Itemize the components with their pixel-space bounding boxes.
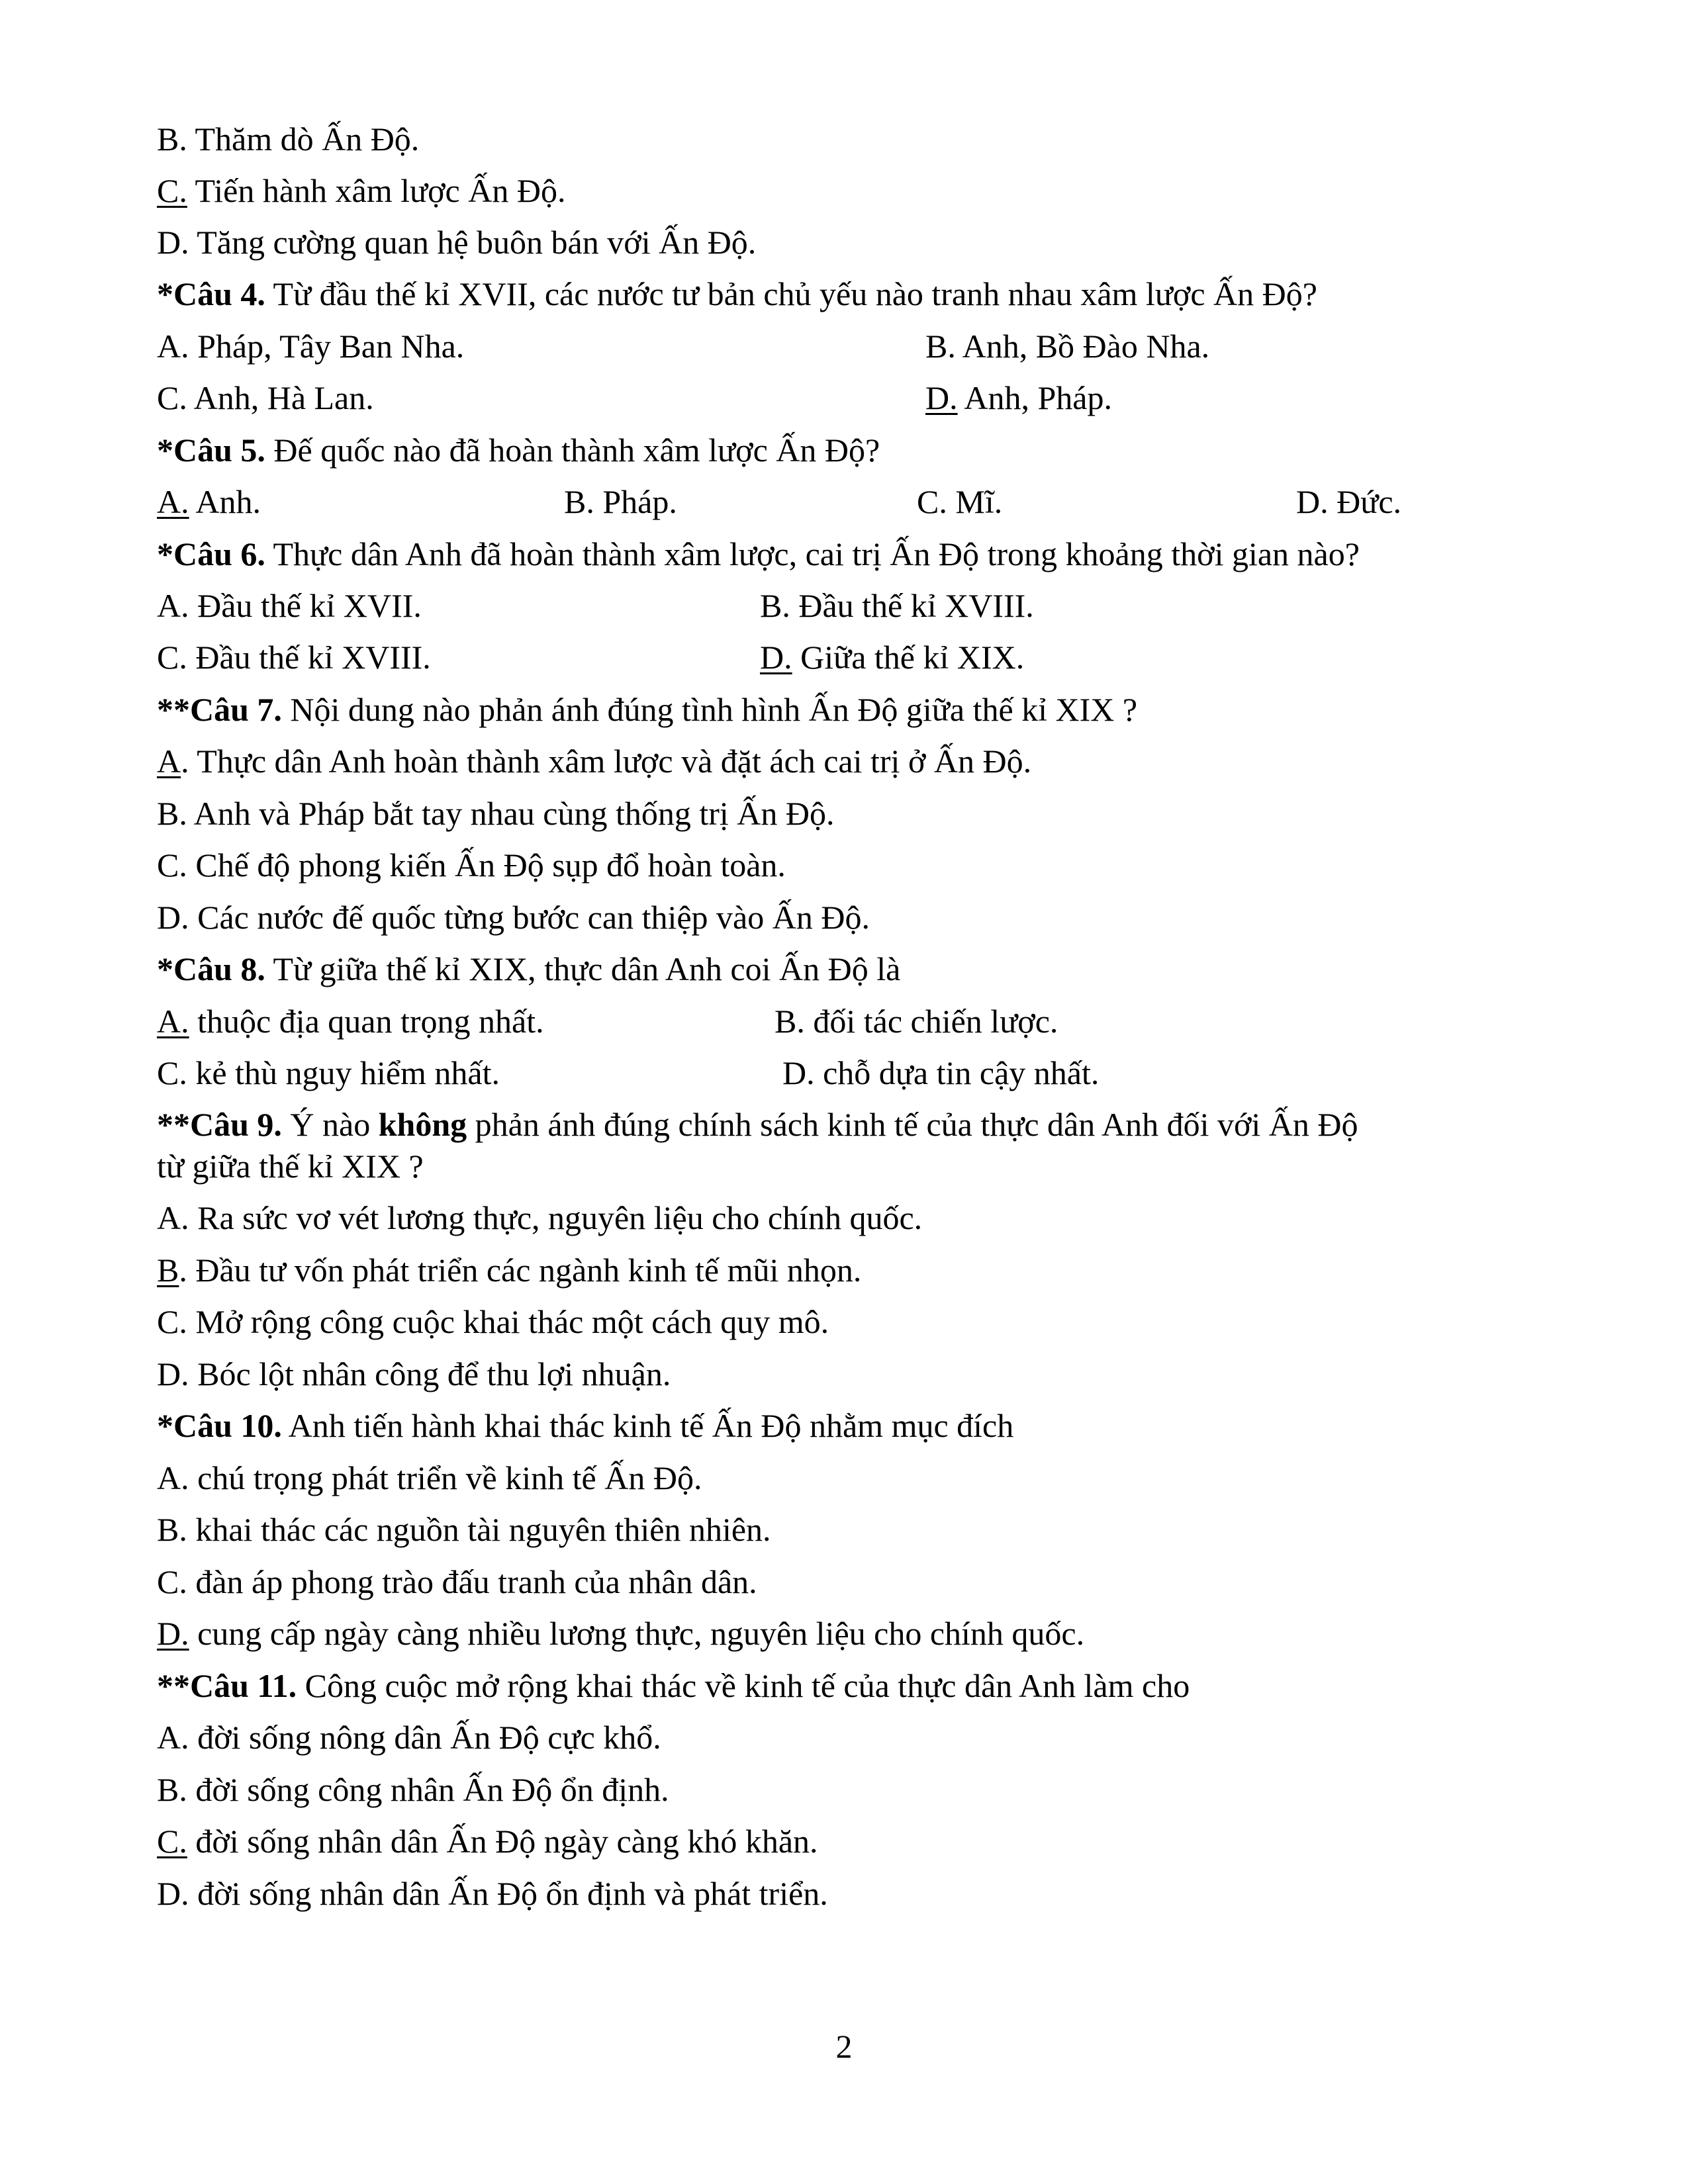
q9-option-d-letter: D. [157, 1355, 189, 1392]
q3-option-b-letter: B. [157, 120, 187, 158]
q10-option-b-letter: B. [157, 1511, 187, 1548]
q8-option-a-text: thuộc địa quan trọng nhất. [189, 1003, 544, 1040]
q3-option-d-text: Tăng cường quan hệ buôn bán với Ấn Độ. [189, 224, 757, 261]
q10-option-c-letter: C. [157, 1563, 187, 1600]
q5-option-a [157, 480, 261, 523]
q5-label: *Câu 5. [157, 432, 265, 469]
q8-option-d-letter: D. [782, 1054, 815, 1091]
q11-stem [157, 1664, 1573, 1707]
q7-option-a-letter: A [157, 743, 181, 780]
q4-stem-text: Từ đầu thế kỉ XVII, các nước tư bản chủ yếu nào tranh nhau xâm lược Ấn Độ? [265, 275, 1317, 312]
q5-stem-text: Đế quốc nào đã hoàn thành xâm lược Ấn Độ? [265, 432, 880, 469]
q9-option-c-letter: C. [157, 1303, 187, 1340]
q8-stem-text: Từ giữa thế kỉ XIX, thực dân Anh coi Ấn Độ là [265, 950, 901, 987]
q10-option-b [157, 1508, 1573, 1551]
q8-label: *Câu 8. [157, 950, 265, 987]
page-number: 2 [835, 2028, 853, 2065]
q4-option-c-text: Anh, Hà Lan. [187, 379, 374, 416]
q4-option-b-letter: B. [925, 328, 956, 365]
q9-option-d-text: Bóc lột nhân công để thu lợi nhuận. [189, 1355, 671, 1392]
q3-option-c-letter: C. [157, 172, 187, 209]
q5-option-d-letter: D. [1296, 483, 1329, 520]
q5-option-c-letter: C. [917, 483, 947, 520]
q10-option-b-text: khai thác các nguồn tài nguyên thiên nhiên. [187, 1511, 771, 1548]
q6-stem-text: Thực dân Anh đã hoàn thành xâm lược, cai trị Ấn Độ trong khoảng thời gian nào? [265, 535, 1360, 572]
q4-option-a-letter: A. [157, 328, 189, 365]
q9-option-c [157, 1300, 1573, 1343]
q4-option-a-text: Pháp, Tây Ban Nha. [189, 328, 465, 365]
q5-option-b-letter: B. [564, 483, 594, 520]
q6-option-c [157, 636, 431, 678]
q10-option-c-text: đàn áp phong trào đấu tranh của nhân dân. [187, 1563, 757, 1600]
q7-option-b [157, 792, 1573, 835]
q6-option-b [760, 584, 1034, 627]
q3-option-c [157, 169, 1573, 212]
q5-option-c [917, 480, 1002, 523]
q5-option-c-text: Mĩ. [947, 483, 1003, 520]
q3-option-b [157, 118, 1573, 160]
q10-option-c [157, 1561, 1573, 1603]
q6-option-a [157, 584, 422, 627]
q4-option-d-text: Anh, Pháp. [957, 379, 1112, 416]
q4-label: *Câu 4. [157, 275, 265, 312]
q9-option-a-text: Ra sức vơ vét lương thực, nguyên liệu cho chính quốc. [189, 1199, 923, 1236]
q6-option-c-letter: C. [157, 639, 187, 676]
q9-option-b-letter: B [157, 1251, 179, 1289]
q3-option-d-letter: D. [157, 224, 189, 261]
q4-option-a [157, 325, 464, 367]
q11-option-c [157, 1820, 1573, 1862]
q11-option-a-letter: A. [157, 1719, 189, 1756]
q9-stem-line2: từ giữa thế kỉ XIX ? [157, 1148, 424, 1185]
q6-label: *Câu 6. [157, 535, 265, 572]
q3-option-d [157, 221, 1573, 263]
q8-option-b-letter: B. [774, 1003, 805, 1040]
q6-option-a-text: Đầu thế kỉ XVII. [189, 587, 422, 624]
q11-option-b-letter: B. [157, 1771, 187, 1808]
q11-option-a-text: đời sống nông dân Ấn Độ cực khổ. [189, 1719, 661, 1756]
q6-stem [157, 533, 1573, 575]
q8-option-c [157, 1052, 500, 1094]
q10-option-d-letter: D. [157, 1615, 189, 1652]
q5-option-d [1296, 480, 1401, 523]
q9-option-d [157, 1353, 1573, 1395]
q6-option-d [760, 636, 1024, 678]
q7-option-c-text: Chế độ phong kiến Ấn Độ sụp đổ hoàn toàn. [187, 846, 786, 884]
q7-stem [157, 688, 1573, 731]
q9-stem-post: phản ánh đúng chính sách kinh tế của thực dân Anh đối với Ấn Độ [467, 1106, 1358, 1143]
q8-option-c-letter: C. [157, 1054, 187, 1091]
q10-option-a-text: chú trọng phát triển về kinh tế Ấn Độ. [189, 1459, 702, 1496]
q10-label: *Câu 10. [157, 1407, 282, 1444]
q4-stem [157, 273, 1573, 315]
q8-stem [157, 948, 1573, 990]
q6-option-a-letter: A. [157, 587, 189, 624]
q7-option-d [157, 896, 1573, 938]
q7-option-b-text: Anh và Pháp bắt tay nhau cùng thống trị Ấn Độ. [187, 795, 835, 832]
q4-option-c-letter: C. [157, 379, 187, 416]
q10-option-d-text: cung cấp ngày càng nhiều lương thực, nguyên liệu cho chính quốc. [189, 1615, 1085, 1652]
q4-option-b [925, 325, 1209, 367]
q9-option-b [157, 1249, 1573, 1291]
q8-option-d-text: chỗ dựa tin cậy nhất. [814, 1054, 1100, 1091]
q5-option-a-text: Anh. [189, 483, 261, 520]
q9-option-b-text: . Đầu tư vốn phát triển các ngành kinh tế mũi nhọn. [179, 1251, 862, 1289]
q11-option-b-text: đời sống công nhân Ấn Độ ổn định. [187, 1771, 669, 1808]
q9-option-c-text: Mở rộng công cuộc khai thác một cách quy mô. [187, 1303, 829, 1340]
q8-option-b [774, 1000, 1058, 1042]
q5-option-b-text: Pháp. [594, 483, 677, 520]
q6-option-d-text: Giữa thế kỉ XIX. [792, 639, 1025, 676]
q11-option-c-text: đời sống nhân dân Ấn Độ ngày càng khó khăn. [187, 1823, 818, 1860]
q11-option-d-letter: D. [157, 1875, 189, 1912]
q9-stem [157, 1103, 1573, 1146]
q4-option-c [157, 377, 374, 419]
q7-option-a-text: . Thực dân Anh hoàn thành xâm lược và đặt ách cai trị ở Ấn Độ. [181, 743, 1032, 780]
q3-option-b-text: Thăm dò Ấn Độ. [187, 120, 420, 158]
q9-label: **Câu 9. [157, 1106, 282, 1143]
q8-option-b-text: đối tác chiến lược. [804, 1003, 1058, 1040]
q9-option-a [157, 1197, 1573, 1239]
q9-stem-pre: Ý nào [281, 1106, 379, 1143]
q6-option-d-letter: D. [760, 639, 792, 676]
q9-option-a-letter: A. [157, 1199, 189, 1236]
q5-option-d-text: Đức. [1328, 483, 1402, 520]
q6-option-c-text: Đầu thế kỉ XVIII. [187, 639, 431, 676]
q8-option-c-text: kẻ thù nguy hiểm nhất. [187, 1054, 500, 1091]
q10-stem [157, 1404, 1573, 1447]
q7-stem-text: Nội dung nào phản ánh đúng tình hình Ấn Độ giữa thế kỉ XIX ? [281, 691, 1138, 728]
q11-option-d [157, 1872, 1573, 1915]
q10-option-a-letter: A. [157, 1459, 189, 1496]
q6-option-b-text: Đầu thế kỉ XVIII. [790, 587, 1034, 624]
q5-option-a-letter: A. [157, 483, 189, 520]
q6-option-b-letter: B. [760, 587, 790, 624]
q4-option-d-letter: D. [925, 379, 958, 416]
q7-option-c [157, 844, 1573, 886]
q10-stem-text: Anh tiến hành khai thác kinh tế Ấn Độ nhằm mục đích [281, 1407, 1014, 1444]
q7-option-d-letter: D. [157, 899, 189, 936]
q8-option-a [157, 1000, 544, 1042]
q7-option-b-letter: B. [157, 795, 187, 832]
q11-option-b [157, 1768, 1573, 1811]
q7-label: **Câu 7. [157, 691, 282, 728]
q10-option-a [157, 1457, 1573, 1499]
q11-option-a [157, 1716, 1573, 1758]
q5-option-b [564, 480, 677, 523]
q7-option-d-text: Các nước đế quốc từng bước can thiệp vào Ấn Độ. [189, 899, 870, 936]
q11-option-d-text: đời sống nhân dân Ấn Độ ổn định và phát triển. [189, 1875, 828, 1912]
q9-stem-bold: không [378, 1106, 467, 1143]
q11-option-c-letter: C. [157, 1823, 187, 1860]
q11-stem-text: Công cuộc mở rộng khai thác về kinh tế của thực dân Anh làm cho [297, 1667, 1190, 1704]
q4-option-d [925, 377, 1112, 419]
q3-option-c-text: Tiến hành xâm lược Ấn Độ. [187, 172, 566, 209]
q8-option-d [782, 1052, 1099, 1094]
q7-option-c-letter: C. [157, 846, 187, 884]
q11-label: **Câu 11. [157, 1667, 297, 1704]
q5-stem [157, 429, 1573, 471]
q4-option-b-text: Anh, Bồ Đào Nha. [955, 328, 1210, 365]
q10-option-d [157, 1612, 1573, 1655]
q7-option-a [157, 740, 1573, 782]
q8-option-a-letter: A. [157, 1003, 189, 1040]
